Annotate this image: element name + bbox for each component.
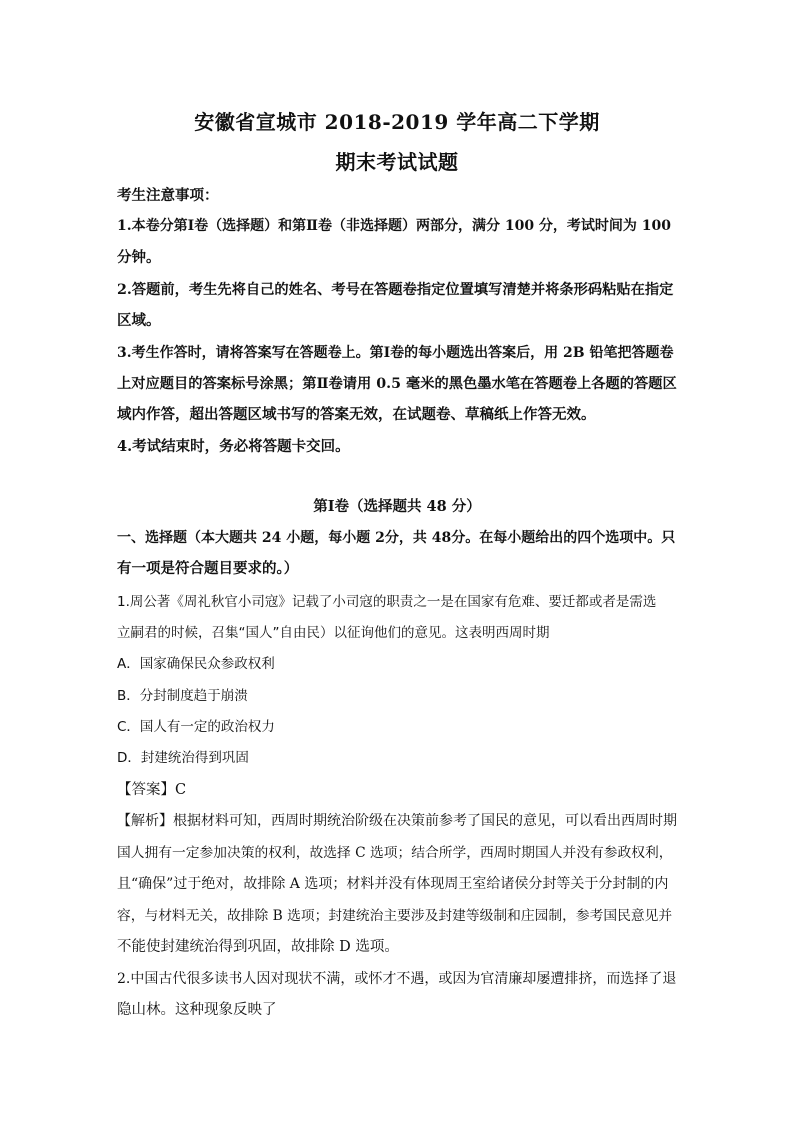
section-instructions: 有一项是符合题目要求的。）: [117, 560, 299, 577]
question-1-option-b: B．分封制度趋于崩溃: [117, 688, 248, 704]
doc-title-line-2: 期末考试试题: [335, 150, 459, 174]
notice-line: 域内作答，超出答题区域书写的答案无效，在试题卷、草稿纸上作答无效。: [117, 406, 596, 423]
question-1-stem: 立嗣君的时候，召集“国人”自由民）以征询他们的意见。这表明西周时期: [117, 625, 550, 641]
notice-line: 3.考生作答时，请将答案写在答题卷上。第Ⅰ卷的每小题选出答案后，用 2B 铅笔把答题卷: [117, 345, 674, 361]
notice-line: 4.考试结束时，务必将答题卡交回。: [117, 438, 350, 455]
question-1-stem: 1.周公著《周礼秋官小司寇》记载了小司寇的职责之一是在国家有危难、要迁都或者是需选: [117, 594, 657, 610]
question-1-option-a: A．国家确保民众参政权利: [117, 656, 275, 672]
question-2-stem: 隐山林。这种现象反映了: [117, 1002, 277, 1018]
notice-line: 2.答题前，考生先将自己的姓名、考号在答题卷指定位置填写清楚并将条形码粘贴在指定: [117, 282, 674, 298]
doc-title-line-1: 安徽省宣城市 2018-2019 学年高二下学期: [194, 110, 600, 134]
question-1-analysis: 【解析】根据材料可知，西周时期统治阶级在决策前参考了国民的意见，可以看出西周时期: [117, 813, 677, 829]
question-1-analysis: 不能使封建统治得到巩固，故排除 D 选项。: [117, 939, 399, 955]
section-instructions: 一、选择题（本大题共 24 小题，每小题 2分，共 48分。在每小题给出的四个选项中。只: [117, 530, 676, 546]
question-1-answer: 【答案】C: [117, 782, 187, 798]
question-1-analysis: 且“确保”过于绝对，故排除 A 选项；材料并没有体现周王室给诸侯分封等关于分封制的内: [117, 876, 669, 892]
question-1-analysis: 容，与材料无关，故排除 B 选项；封建统治主要涉及封建等级制和庄园制，参考国民意见并: [117, 908, 673, 924]
question-1-option-c: C．国人有一定的政治权力: [117, 719, 275, 735]
notice-line: 分钟。: [117, 249, 161, 266]
notice-line: 区域。: [117, 312, 161, 329]
section-title: 第Ⅰ卷（选择题共 48 分）: [313, 498, 481, 515]
notice-heading: 考生注意事项：: [117, 187, 219, 204]
notice-line: 1.本卷分第Ⅰ卷（选择题）和第Ⅱ卷（非选择题）两部分，满分 100 分，考试时间为 100: [117, 218, 672, 234]
question-2-stem: 2.中国古代很多读书人因对现状不满，或怀才不遇，或因为官清廉却屡遭排挤，而选择了退: [117, 971, 677, 987]
notice-line: 上对应题目的答案标号涂黑；第Ⅱ卷请用 0.5 毫米的黑色墨水笔在答题卷上各题的答题区: [117, 376, 677, 392]
question-1-analysis: 国人拥有一定参加决策的权利，故选择 C 选项；结合所学，西周时期国人并没有参政权利，: [117, 845, 673, 861]
question-1-option-d: D．封建统治得到巩固: [117, 750, 249, 766]
